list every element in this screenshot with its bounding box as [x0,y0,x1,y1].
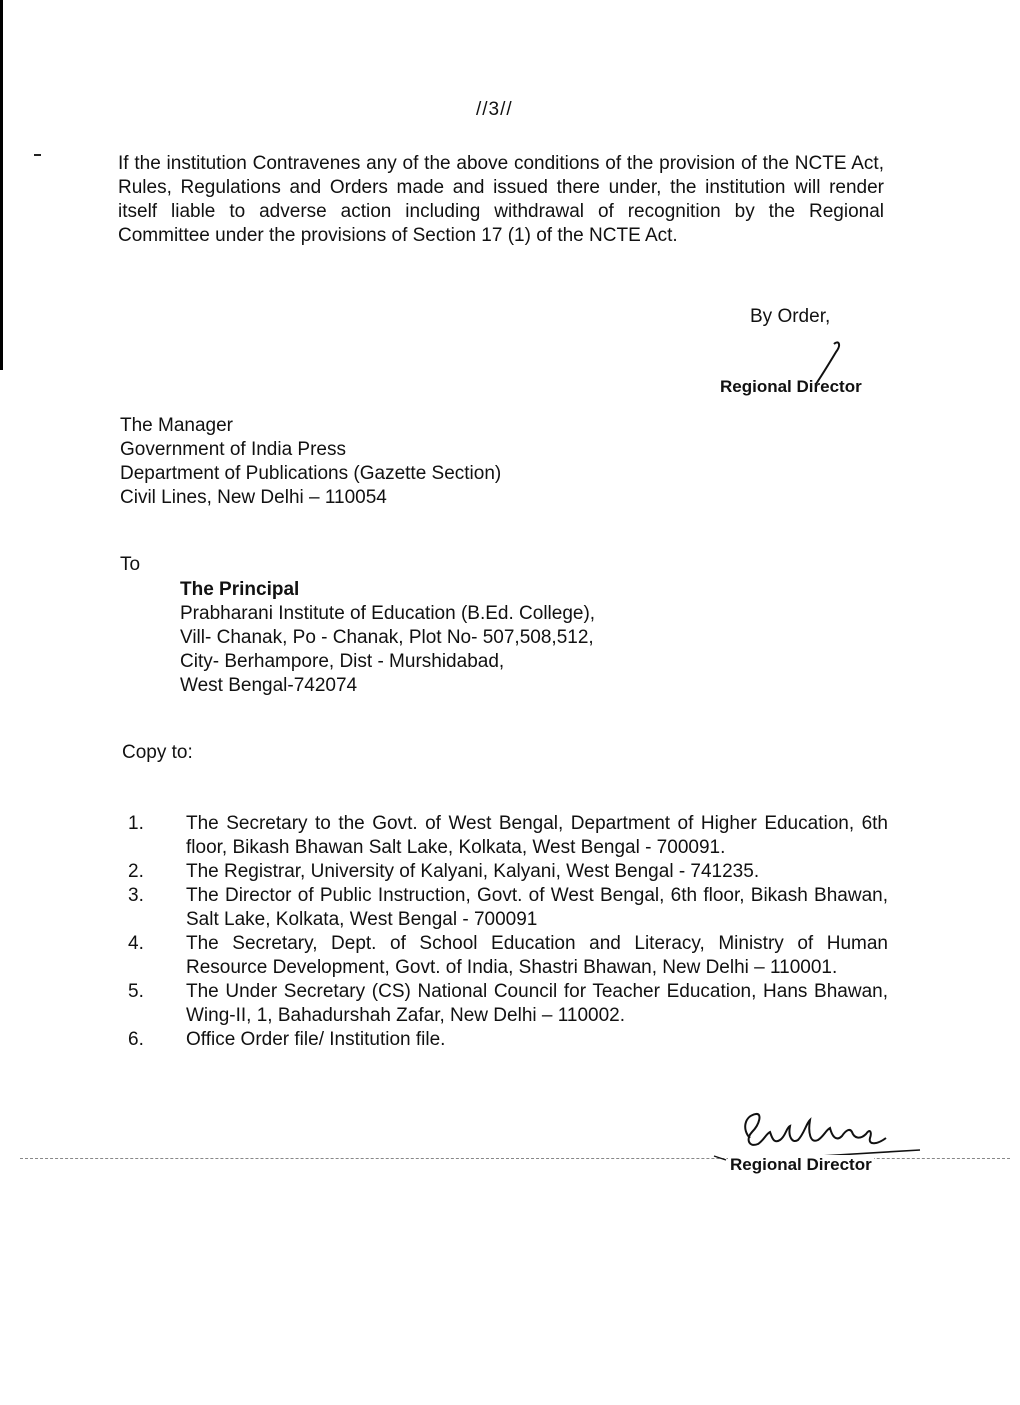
list-item-text: The Secretary to the Govt. of West Bengal, Department of Higher Education, 6th floor, Bikash Bhawan Salt Lake, Kolkata, West Bengal - 700091. [186,813,888,858]
address-line: Government of India Press [120,439,346,460]
recipient-line: Vill- Chanak, Po - Chanak, Plot No- 507,508,512, [180,627,594,648]
list-item [128,980,888,1028]
recipient-address-block [180,578,595,698]
scan-edge-mark [0,0,3,370]
list-item-number: 3. [128,885,144,906]
recipient-line: City- Berhampore, Dist - Murshidabad, [180,651,505,672]
recipient-name: The Principal [180,579,300,600]
list-item-number: 5. [128,981,144,1002]
copy-to-list [128,812,888,1052]
list-item-number: 1. [128,813,144,834]
address-line: Department of Publications (Gazette Section) [120,463,502,484]
scan-speck [34,154,41,156]
address-line: The Manager [120,415,234,436]
list-item [128,1028,888,1052]
list-item-number: 2. [128,861,144,882]
gazette-address-block [120,414,501,510]
page-number: //3// [476,99,513,120]
list-item [128,932,888,980]
list-item-number: 4. [128,933,144,954]
list-item [128,860,888,884]
list-item-text: The Registrar, University of Kalyani, Kalyani, West Bengal - 741235. [186,861,760,882]
by-order-text: By Order, [750,306,831,327]
recipient-line: West Bengal-742074 [180,675,358,696]
body-paragraph: If the institution Contravenes any of the above conditions of the provision of the NCTE Act, Rules, Regulations and Orders made and issued there under, the institution will render itself liable to adverse action including withdrawal of recognition by the Regional Committee under the provisions of Section 17 (1) of the NCTE Act. [118,153,884,246]
recipient-line: Prabharani Institute of Education (B.Ed. College), [180,603,596,624]
regional-director-title: Regional Director [720,377,862,396]
list-item-text: The Director of Public Instruction, Govt. of West Bengal, 6th floor, Bikash Bhawan, Salt Lake, Kolkata, West Bengal - 700091 [186,885,888,930]
list-item-number: 6. [128,1029,144,1050]
list-item-text: The Secretary, Dept. of School Education and Literacy, Ministry of Human Resource Development, Govt. of India, Shastri Bhawan, New Delhi – 110001. [186,933,888,978]
copy-to-label: Copy to: [122,742,193,763]
list-item-text: The Under Secretary (CS) National Council for Teacher Education, Hans Bhawan, Wing-II, 1, Bahadurshah Zafar, New Delhi – 110002. [186,981,888,1026]
address-line: Civil Lines, New Delhi – 110054 [120,487,387,508]
list-item-text: Office Order file/ Institution file. [186,1029,446,1050]
list-item [128,812,888,860]
to-label: To [120,554,141,575]
list-item [128,884,888,932]
final-regional-director-title: Regional Director [730,1155,872,1174]
